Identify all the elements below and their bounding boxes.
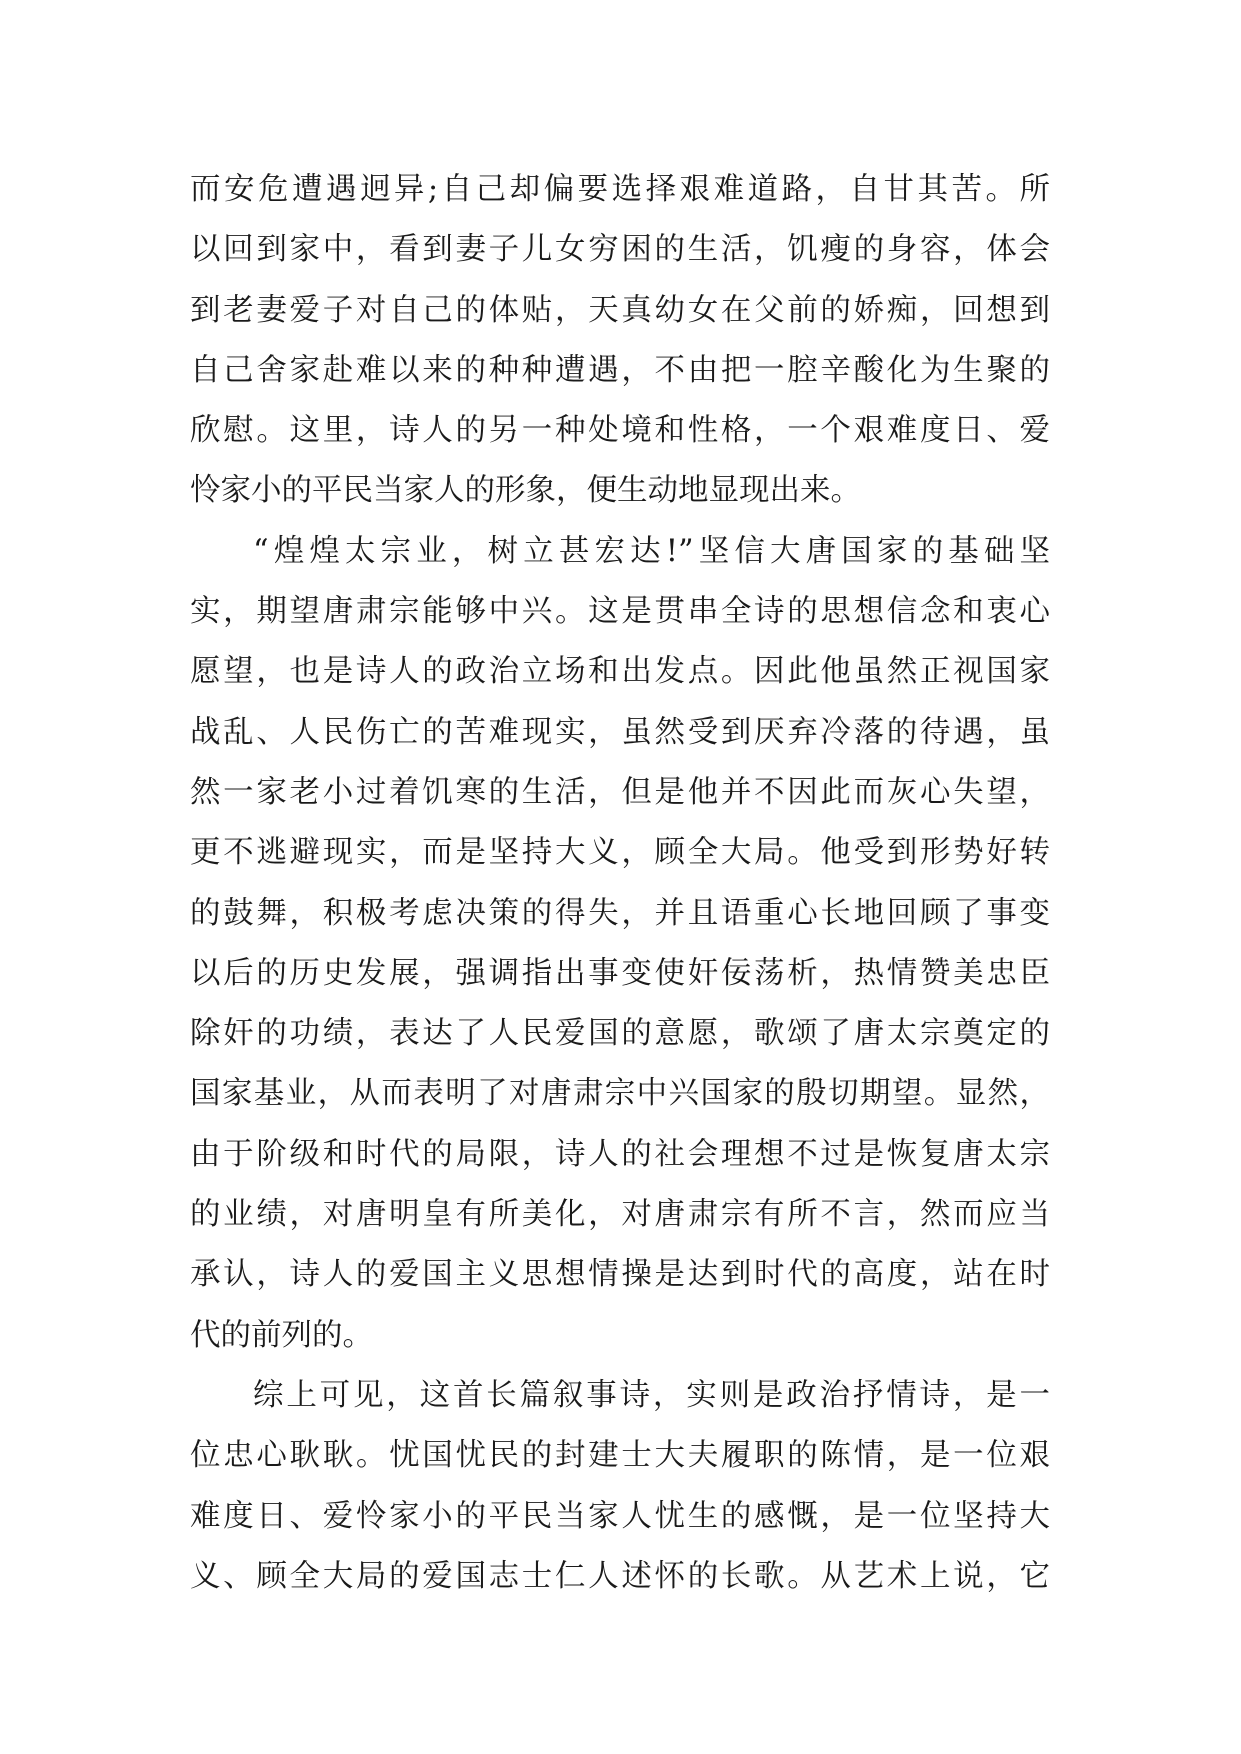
text-line: 除奸的功绩，表达了人民爱国的意愿，歌颂了唐太宗奠定的	[190, 1016, 1050, 1052]
text-line: 由于阶级和时代的局限，诗人的社会理想不过是恢复唐太宗	[190, 1136, 1050, 1172]
text-line: 怜家小的平民当家人的形象，便生动地显现出来。	[190, 473, 861, 509]
body-text	[190, 160, 1050, 1607]
text-line: 到老妻爱子对自己的体贴，天真幼女在父前的娇痴，回想到	[190, 292, 1050, 328]
text-line: 位忠心耿耿。忧国忧民的封建士大夫履职的陈情，是一位艰	[190, 1438, 1050, 1474]
paragraph-3	[190, 1366, 1050, 1607]
text-line: “煌煌太宗业，树立甚宏达!”坚信大唐国家的基础坚	[253, 533, 1050, 569]
text-line: 综上可见，这首长篇叙事诗，实则是政治抒情诗，是一	[253, 1377, 1050, 1413]
text-line: 承认，诗人的爱国主义思想情操是达到时代的高度，站在时	[190, 1257, 1050, 1293]
text-line: 的业绩，对唐明皇有所美化，对唐肃宗有所不言，然而应当	[190, 1197, 1050, 1233]
text-line: 然一家老小过着饥寒的生活，但是他并不因此而灰心失望，	[190, 774, 1050, 810]
text-line: 实，期望唐肃宗能够中兴。这是贯串全诗的思想信念和衷心	[190, 594, 1050, 630]
text-line: 的鼓舞，积极考虑决策的得失，并且语重心长地回顾了事变	[190, 895, 1050, 931]
text-line: 更不逃避现实，而是坚持大义，顾全大局。他受到形势好转	[190, 835, 1050, 871]
paragraph-1	[190, 160, 1050, 522]
text-line: 而安危遭遇迥异;自己却偏要选择艰难道路，自甘其苦。所	[190, 172, 1050, 207]
text-line: 以回到家中，看到妻子儿女穷困的生活，饥瘦的身容，体会	[190, 232, 1050, 268]
text-line: 愿望，也是诗人的政治立场和出发点。因此他虽然正视国家	[190, 654, 1050, 690]
text-line: 难度日、爱怜家小的平民当家人忧生的感慨，是一位坚持大	[190, 1498, 1050, 1534]
text-line: 以后的历史发展，强调指出事变使奸佞荡析，热情赞美忠臣	[190, 955, 1050, 991]
text-line: 国家基业，从而表明了对唐肃宗中兴国家的殷切期望。显然，	[190, 1076, 1050, 1112]
text-line: 自己舍家赴难以来的种种遭遇，不由把一腔辛酸化为生聚的	[190, 352, 1050, 388]
text-line: 欣慰。这里，诗人的另一种处境和性格，一个艰难度日、爱	[190, 413, 1050, 449]
text-line: 代的前列的。	[190, 1317, 373, 1353]
text-line: 义、顾全大局的爱国志士仁人述怀的长歌。从艺术上说，它	[190, 1558, 1050, 1594]
text-line: 战乱、人民伤亡的苦难现实，虽然受到厌弃冷落的待遇，虽	[190, 714, 1050, 750]
paragraph-2	[190, 522, 1050, 1366]
